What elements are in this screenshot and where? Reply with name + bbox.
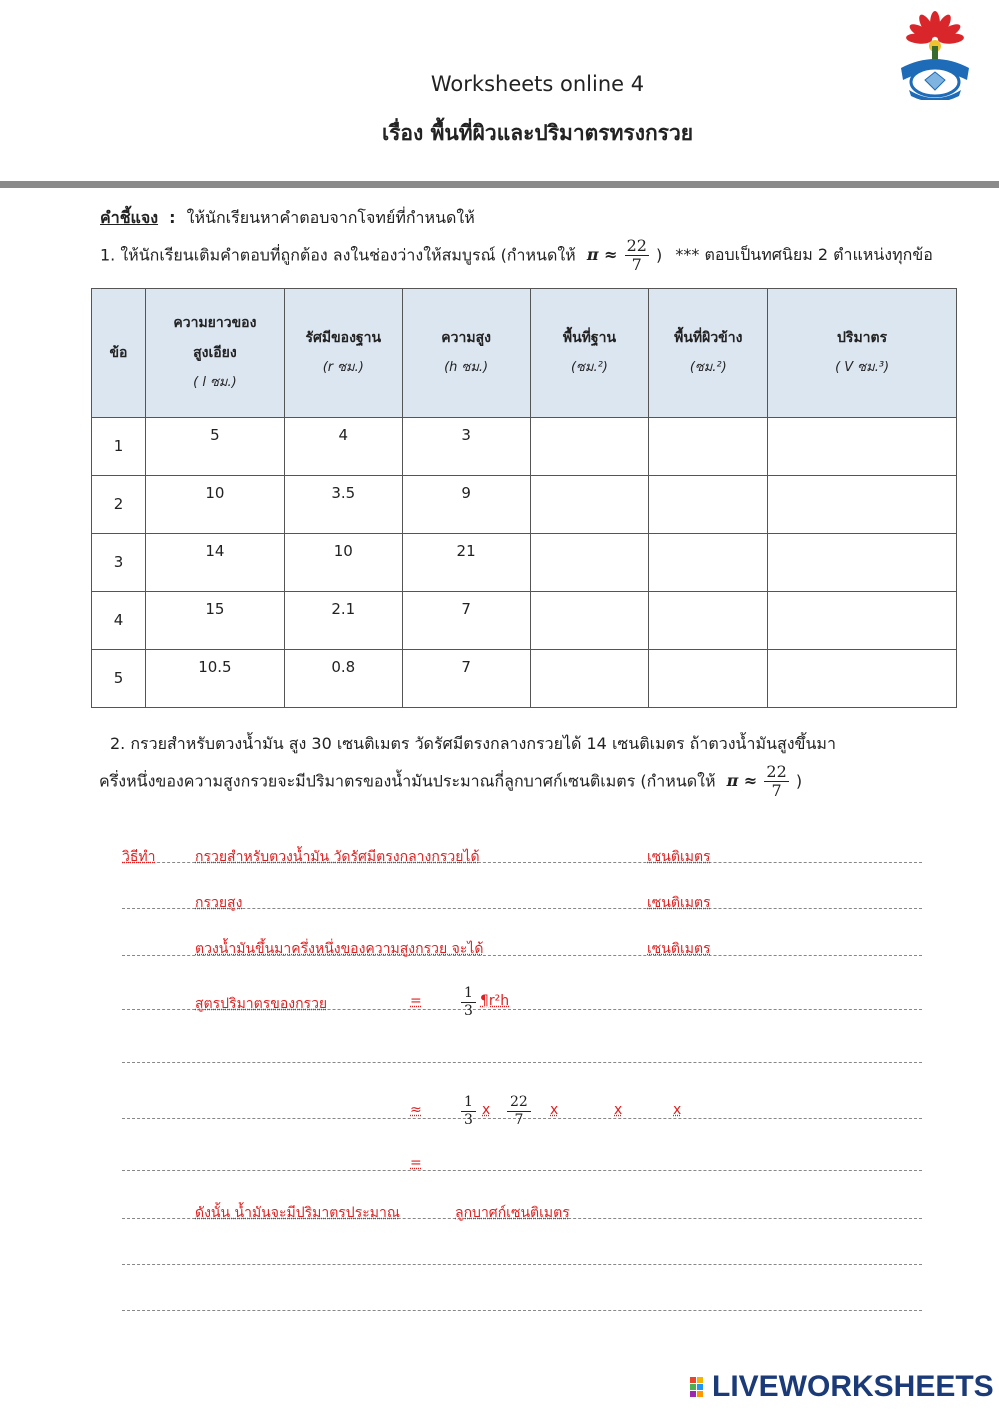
answer-lateral-area[interactable] [649,650,768,708]
answer-line[interactable] [122,1310,922,1311]
cell-no: 2 [92,476,146,534]
answer-lateral-area[interactable] [649,534,768,592]
cell-slant: 10 [145,476,284,534]
answer-volume[interactable] [768,592,957,650]
cell-radius: 2.1 [284,592,402,650]
cell-height: 21 [402,534,530,592]
question-2-text: ครึ่งหนึ่งของความสูงกรวยจะมีปริมาตรของน้ำมันประมาณกี่ลูกบาศก์เซนติเมตร (กำหนดให้ [99,771,716,791]
answer-base-area[interactable] [530,476,649,534]
fraction-numerator: 22 [766,762,787,781]
unit-cm-1: เซนติเมตร [647,849,711,865]
question-1-text: 1. ให้นักเรียนเติมคำตอบที่ถูกต้อง ลงในช่องว่างให้สมบูรณ์ (กำหนดให้ [100,245,576,265]
instructions-colon: : [169,208,176,227]
cell-radius: 10 [284,534,402,592]
table-row [92,592,957,650]
one-third-fraction: $\frac{1}{3}$ [461,1094,476,1129]
header-lateral-area: พื้นที่ผิวข้าง (ซม.²) [649,289,768,418]
header-radius: รัศมีของฐาน (r ซม.) [284,289,402,418]
conclusion-text: ดังนั้น น้ำมันจะมีปริมาตรประมาณ [195,1205,400,1221]
cone-table [91,288,957,708]
instructions-label: คำชี้แจง [100,208,159,227]
pi-r2h: ¶r²h [480,993,510,1009]
cell-slant: 14 [145,534,284,592]
cell-height: 7 [402,650,530,708]
cell-no: 4 [92,592,146,650]
question-1 [100,237,933,275]
table-header-row [92,289,957,418]
answer-volume[interactable] [768,418,957,476]
cell-height: 3 [402,418,530,476]
answer-lateral-area[interactable] [649,592,768,650]
question-1-note: *** ตอบเป็นทศนิยม 2 ตำแหน่งทุกข้อ [675,245,933,265]
worksheet-subtitle: เรื่อง พื้นที่ผิวและปริมาตรทรงกรวย [381,121,694,145]
answer-lateral-area[interactable] [649,418,768,476]
instructions-text: ให้นักเรียนหาคำตอบจากโจทย์ที่กำหนดให้ [186,208,475,227]
cell-slant: 5 [145,418,284,476]
cell-slant: 10.5 [145,650,284,708]
equals-sign: = [410,993,422,1009]
formula-label: สูตรปริมาตรของกรวย [195,996,328,1012]
school-logo-icon [897,10,973,100]
pi-approx: π ≈ [586,245,618,265]
times-sign: x [673,1102,682,1118]
times-sign: x [614,1102,623,1118]
cell-radius: 3.5 [284,476,402,534]
pi-fraction: $\frac{22}{7}$ [507,1094,531,1129]
answer-base-area[interactable] [530,592,649,650]
fraction-denominator: 7 [631,255,642,275]
cell-height: 9 [402,476,530,534]
header-volume: ปริมาตร ( V ซม.³) [768,289,957,418]
solution-line-3: ตวงน้ำมันขึ้นมาครึ่งหนึ่งของความสูงกรวย จะได้ [195,941,484,957]
unit-cm-2: เซนติเมตร [647,895,711,911]
cell-radius: 0.8 [284,650,402,708]
cell-no: 5 [92,650,146,708]
answer-volume[interactable] [768,534,957,592]
liveworksheets-brand: LIVEWORKSHEETS [712,1370,994,1403]
question-2-line-2 [99,763,802,801]
pi-approx: π ≈ [726,771,758,791]
answer-base-area[interactable] [530,650,649,708]
cell-no: 1 [92,418,146,476]
table-row [92,476,957,534]
solution-label: วิธีทำ [122,849,156,865]
answer-lateral-area[interactable] [649,476,768,534]
approx-sign: ≈ [410,1102,422,1118]
cell-radius: 4 [284,418,402,476]
solution-line-1: กรวยสำหรับตวงน้ำมัน วัดรัศมีตรงกลางกรวยได้ [195,849,480,865]
pi-fraction [764,763,788,801]
close-paren: ) [656,245,663,265]
answer-base-area[interactable] [530,418,649,476]
solution-line-2: กรวยสูง [195,895,243,911]
answer-volume[interactable] [768,476,957,534]
close-paren: ) [795,771,803,791]
one-third-fraction: $\frac{1}{3}$ [461,985,476,1020]
cell-no: 3 [92,534,146,592]
table-row [92,650,957,708]
cell-slant: 15 [145,592,284,650]
table-row [92,418,957,476]
equals-sign: = [410,1155,422,1171]
answer-line[interactable] [122,1264,922,1265]
header-height: ความสูง (h ซม.) [402,289,530,418]
answer-base-area[interactable] [530,534,649,592]
times-sign: x [550,1102,559,1118]
table-row [92,534,957,592]
fraction-numerator: 22 [626,236,647,255]
cell-height: 7 [402,592,530,650]
question-2-line-1: 2. กรวยสำหรับตวงน้ำมัน สูง 30 เซนติเมตร วัดรัศมีตรงกลางกรวยได้ 14 เซนติเมตร ถ้าตวงน้ำมันสูงขึ้นมา [110,734,836,753]
header-divider [0,181,999,188]
unit-cc: ลูกบาศก์เซนติเมตร [455,1205,570,1221]
pi-fraction [625,237,649,275]
worksheet-title: Worksheets online 4 [430,72,645,96]
instructions [100,206,475,231]
header-base-area: พื้นที่ฐาน (ซม.²) [530,289,649,418]
answer-line[interactable] [122,1062,922,1063]
header-no: ข้อ [92,289,146,418]
header-slant-height: ความยาวของ สูงเอียง ( l ซม.) [145,289,284,418]
fraction-denominator: 7 [771,781,782,801]
answer-line[interactable] [122,1170,922,1171]
unit-cm-3: เซนติเมตร [647,941,711,957]
times-sign: x [482,1102,491,1118]
answer-volume[interactable] [768,650,957,708]
liveworksheets-logo-icon [690,1377,712,1399]
